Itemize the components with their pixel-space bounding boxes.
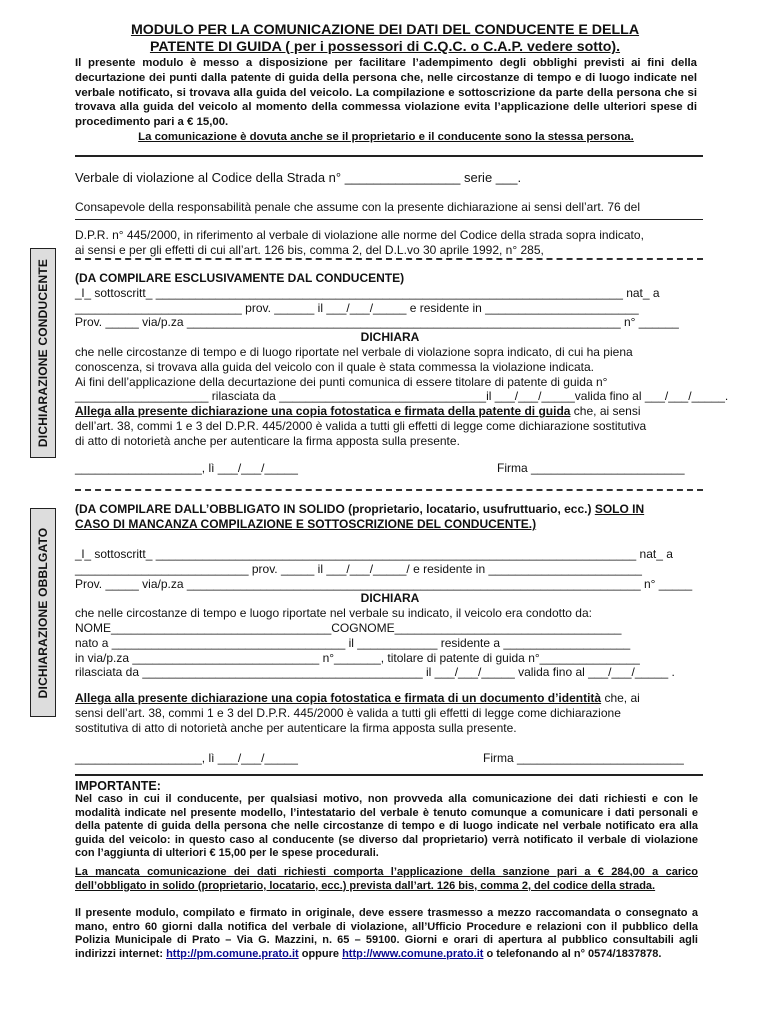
- divider-verbale: [75, 219, 703, 220]
- conducente-text-1: che nelle circostanze di tempo e di luogo riportate nel verbale di violazione sopra indicato, di cui ha piena: [75, 344, 633, 359]
- obbligato-nome-line[interactable]: NOME_________________________________COGNOME__________________________________: [75, 620, 622, 635]
- dashed-separator-2: [75, 489, 703, 491]
- conducente-license-line[interactable]: ____________________ rilasciata da _______________________________il ___/___/_____valida fino al ___/___/_____.: [75, 389, 729, 404]
- obbligato-name-line[interactable]: _l_ sottoscritt_ ________________________________________________________________________ nat_ a: [75, 547, 673, 561]
- obbligato-rilasciata-line[interactable]: rilasciata da __________________________________________ il ___/___/_____ valida fino al ___/___/_____ .: [75, 665, 675, 680]
- intro-paragraph: [75, 56, 697, 145]
- importante-p3-end: o telefonando al n° 0574/1837878.: [483, 947, 662, 960]
- verbale-line: Verbale di violazione al Codice della Strada n° ________________ serie ___.: [75, 170, 522, 185]
- link-pm-comune-prato[interactable]: http://pm.comune.prato.it: [166, 947, 299, 960]
- obbligato-text-1: che nelle circostanze di tempo e luogo riportate nel verbale su indicato, il veicolo era condotto da:: [75, 606, 592, 621]
- conducente-allega-2: dell’art. 38, commi 1 e 3 del D.P.R. 445/2000 è valida a tutti gli effetti di legge come dichiarazione sostitutiva: [75, 418, 647, 433]
- obbligato-allega-3: sostitutiva di atto di notorietà anche per autenticare la firma apposta sulla presente.: [75, 720, 517, 735]
- importante-heading: IMPORTANTE:: [75, 779, 161, 793]
- obbligato-birth-line[interactable]: __________________________ prov. _____ il ___/___/_____/ e residente in _______________________: [75, 561, 642, 576]
- obbligato-allega-line: [75, 691, 705, 706]
- side-label-conducente: [30, 248, 56, 458]
- obbligato-allega-bold: Allega alla presente dichiarazione una copia fotostatica e firmata di un documento d’identità: [75, 691, 602, 705]
- obbligato-header-2: CASO DI MANCANZA COMPILAZIONE E SOTTOSCRIZIONE DEL CONDUCENTE.): [75, 516, 537, 531]
- side-label-obbligato: [30, 508, 56, 717]
- obbligato-header-1-text: (DA COMPILARE DALL’OBBLIGATO IN SOLIDO (proprietario, locatario, usufruttuario, ecc.): [75, 502, 595, 516]
- importante-oppure: oppure: [298, 947, 343, 960]
- obbligato-fields: [75, 547, 705, 680]
- dpr-line-1: D.P.R. n° 445/2000, in riferimento al verbale di violazione alle norme del Codice della strada sopra indicato,: [75, 228, 644, 242]
- dashed-separator-1: [75, 258, 703, 260]
- obbligato-nato-line[interactable]: nato a ___________________________________ il ____________ residente a ___________________: [75, 635, 631, 650]
- section-obbligato: [75, 502, 705, 532]
- conducente-text-3: Ai fini dell’applicazione della decurtazione dei punti comunica di essere titolare di patente di guida n°: [75, 374, 608, 389]
- conducente-allega-3: di atto di notorietà anche per autenticare la firma apposta sulla presente.: [75, 433, 460, 448]
- divider-top: [75, 155, 703, 157]
- importante-paragraph-3: [75, 907, 698, 961]
- conducente-allega-line: [75, 404, 705, 419]
- obbligato-header-1-underlined: SOLO IN: [594, 502, 645, 516]
- conducente-name-line[interactable]: _l_ sottoscritt_ ______________________________________________________________________ nat_ a: [75, 285, 660, 300]
- section-conducente: [75, 271, 729, 449]
- intro-text: Il presente modulo è messo a disposizione per facilitare l’adempimento degli obblighi previsti ai fini della decurtazione dei punti dalla patente di guida della persona che, nelle circostanze di tempo e di luogo indicate nel verbale notificato, si trovava alla guida del veicolo. La compilazione e sottoscrizione da parte della persona che si trovava alla guida del veicolo al momento della commessa violazione evita l’applicazione delle ulteriori spese di procedimento pari a € 15,00.: [75, 57, 697, 129]
- obbligato-allega-rest: che, ai: [601, 691, 640, 705]
- conducente-date-field[interactable]: ___________________, lì ___/___/_____: [75, 461, 298, 475]
- conducente-allega-bold: Allega alla presente dichiarazione una copia fotostatica e firmata della patente di guida: [75, 404, 571, 419]
- title-line-2: PATENTE DI GUIDA ( per i possessori di C.Q.C. o C.A.P. vedere sotto).: [149, 39, 621, 55]
- obbligato-via-line[interactable]: in via/p.za ____________________________ n°_______, titolare di patente di guida n°_______________: [75, 650, 640, 665]
- importante-paragraph-2: La mancata comunicazione dei dati richiesti comporta l’applicazione della sanzione pari a € 284,00 a carico dell’obbligato in solido (proprietario, locatario, ecc.) prevista dall’art. 126 bis, comma 2, del codice della strada.: [75, 866, 698, 892]
- conducente-header: (DA COMPILARE ESCLUSIVAMENTE DAL CONDUCENTE): [75, 271, 405, 285]
- conducente-dichiara: DICHIARA: [360, 330, 420, 345]
- importante-paragraph-1: Nel caso in cui il conducente, per qualsiasi motivo, non provveda alla comunicazione dei dati richiesti e con le modalità indicate nel presente modello, l’intestatario del verbale è tenuto comunque a comunicare i dati personali e della patente di guida della persona che nelle circostanze di tempo e di luogo indicate nel verbale notificato era alla guida del veicolo: in questo caso al conducente (se diverso dal proprietario) verrà notificato il verbale di violazione con l’aggiunta di ulteriori € 15,00 per le spese procedurali.: [75, 793, 698, 860]
- conducente-birth-line[interactable]: _________________________ prov. ______ il ___/___/_____ e residente in _______________________: [75, 300, 639, 315]
- conducente-address-line[interactable]: Prov. _____ via/p.za _________________________________________________________________ n° ______: [75, 315, 679, 330]
- conducente-text-2: conoscenza, si trovava alla guida del veicolo con il quale è stata commessa la violazione indicata.: [75, 359, 594, 374]
- title-line-1: MODULO PER LA COMUNICAZIONE DEI DATI DEL CONDUCENTE E DELLA: [130, 22, 640, 38]
- side-label-obbligato-text: DICHIARAZIONE OBBLGATO: [36, 527, 50, 698]
- dpr-block: [75, 228, 705, 258]
- obbligato-header-1: [75, 502, 705, 517]
- obbligato-allega-2: sensi dell’art. 38, commi 1 e 3 del D.P.R. 445/2000 è valida a tutti gli effetti di legge come dichiarazione: [75, 705, 621, 720]
- form-title: [60, 22, 710, 56]
- link-comune-prato[interactable]: http://www.comune.prato.it: [342, 947, 484, 960]
- obbligato-date-field[interactable]: ___________________, lì ___/___/_____: [75, 751, 298, 765]
- conducente-signature-field[interactable]: Firma _______________________: [497, 461, 685, 475]
- consapevole-line: Consapevole della responsabilità penale che assume con la presente dichiarazione ai sensi dell’art. 76 del: [75, 200, 641, 214]
- intro-underlined-note: La comunicazione è dovuta anche se il proprietario e il conducente sono la stessa persona.: [138, 130, 634, 143]
- obbligato-dichiara: DICHIARA: [360, 591, 420, 606]
- dpr-line-2: ai sensi e per gli effetti di cui all’art. 126 bis, comma 2, del D.L.vo 30 aprile 1992, n° 285,: [75, 242, 544, 257]
- obbligato-allega-block: [75, 691, 705, 735]
- side-label-conducente-text: DICHIARAZIONE CONDUCENTE: [36, 258, 50, 448]
- obbligato-signature-field[interactable]: Firma _________________________: [483, 751, 684, 765]
- obbligato-address-line[interactable]: Prov. _____ via/p.za ____________________________________________________________________ n° _____: [75, 576, 693, 591]
- divider-bottom: [75, 774, 703, 776]
- conducente-allega-rest: che, ai sensi: [570, 404, 641, 419]
- importante-p3-text: Il presente modulo, compilato e firmato in originale, deve essere trasmesso a mezzo raccomandata o consegnato a mano, entro 60 giorni dalla notifica del verbale di violazione, all’Ufficio Procedure e relazioni con il pubblico della Polizia Municipale di Prato – Via G. Mazzini, n. 65 – 59100. Giorni e orari di apertura al pubblico consultabili agli indirizzi internet:: [75, 907, 698, 960]
